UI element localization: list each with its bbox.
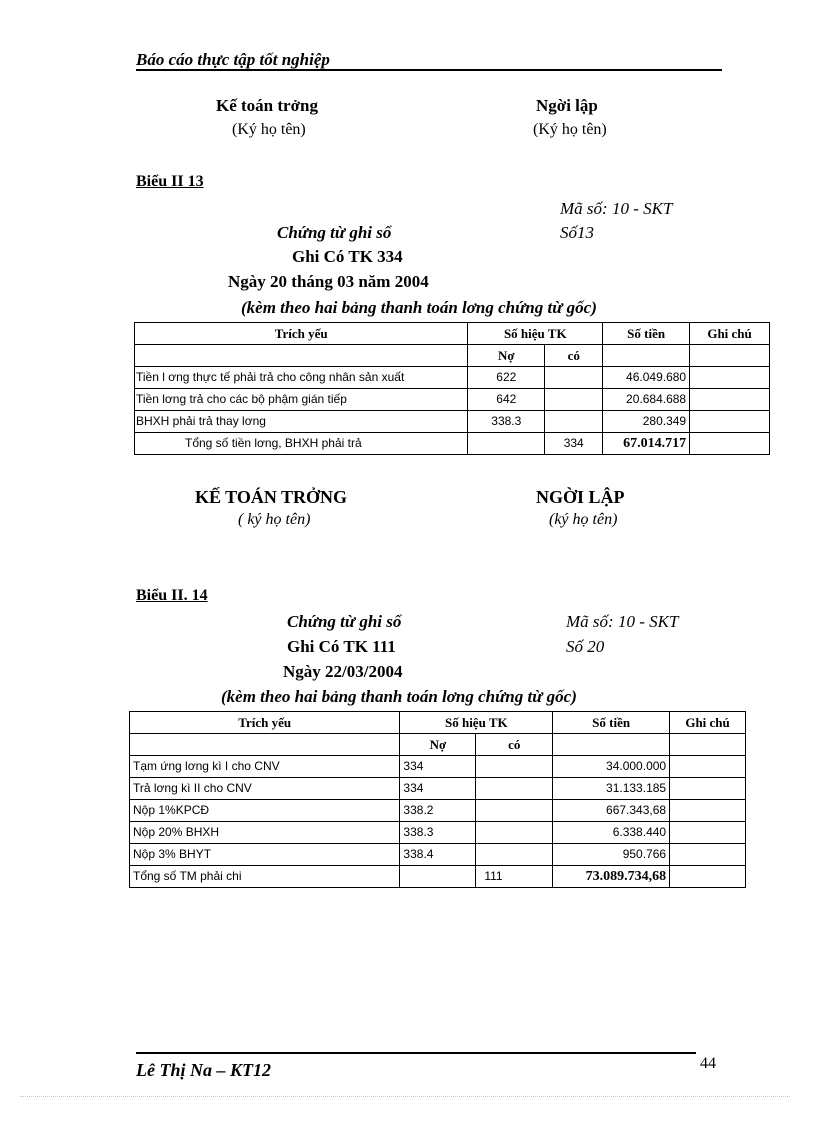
table-row	[135, 411, 770, 433]
header-desc: Trích yếu	[135, 323, 468, 345]
form14-code: Mã số: 10 - SKT	[566, 612, 679, 631]
preparer-title: Ngời lập	[536, 96, 598, 115]
row-credit	[545, 367, 603, 389]
row-memo	[690, 411, 770, 433]
row-desc: Tạm ứng lơng kì I cho CNV	[130, 756, 400, 778]
row-memo	[690, 367, 770, 389]
row-desc: Nộp 3% BHYT	[130, 844, 400, 866]
header-credit: có	[476, 734, 553, 756]
header-acct: Số hiệu TK	[400, 712, 553, 734]
row-memo	[670, 844, 746, 866]
row-memo	[670, 778, 746, 800]
table-subheader-row	[130, 734, 746, 756]
row-debit: 622	[468, 367, 545, 389]
form13-number: Số13	[560, 223, 594, 242]
preparer-sub: (Ký họ tên)	[533, 121, 607, 138]
row-credit	[476, 756, 553, 778]
table-row	[130, 756, 746, 778]
form13-note: (kèm theo hai bảng thanh toán lơng chứng từ gốc)	[241, 298, 597, 317]
total-amount: 73.089.734,68	[553, 866, 670, 888]
footer-author: Lê Thị Na – KT12	[136, 1060, 271, 1080]
form14-date: Ngày 22/03/2004	[283, 662, 403, 681]
header-memo: Ghi chú	[670, 712, 746, 734]
form14-note: (kèm theo hai bảng thanh toán lơng chứng từ gốc)	[221, 687, 577, 706]
form13-date: Ngày 20 tháng 03 năm 2004	[228, 272, 429, 291]
table-header-row	[135, 323, 770, 345]
total-desc: Tổng số tiền lơng, BHXH phải trả	[135, 433, 468, 455]
preparer-caps-sub: (ký họ tên)	[549, 511, 618, 528]
preparer-caps: NGỜI LẬP	[536, 487, 625, 507]
row-credit	[476, 778, 553, 800]
row-amount: 6.338.440	[553, 822, 670, 844]
row-desc: Nộp 20% BHXH	[130, 822, 400, 844]
row-desc: BHXH phải trả thay lơng	[135, 411, 468, 433]
chief-accountant-sub: (Ký họ tên)	[232, 121, 306, 138]
table-row	[130, 844, 746, 866]
header-rule	[136, 69, 722, 71]
table-total-row	[135, 433, 770, 455]
row-memo	[690, 389, 770, 411]
row-debit: 334	[400, 778, 476, 800]
row-amount: 31.133.185	[553, 778, 670, 800]
table-row	[135, 367, 770, 389]
row-desc: Nộp 1%KPCĐ	[130, 800, 400, 822]
row-memo	[670, 822, 746, 844]
total-credit: 111	[476, 866, 553, 888]
header-credit: có	[545, 345, 603, 367]
row-memo	[670, 800, 746, 822]
row-credit	[476, 800, 553, 822]
chief-accountant-caps: KẾ TOÁN TRỞNG	[195, 487, 348, 507]
total-amount: 67.014.717	[603, 433, 690, 455]
total-memo	[690, 433, 770, 455]
row-desc: Trả lơng kì II cho CNV	[130, 778, 400, 800]
row-debit: 338.2	[400, 800, 476, 822]
row-amount: 34.000.000	[553, 756, 670, 778]
total-credit: 334	[545, 433, 603, 455]
form13-table	[134, 322, 770, 455]
table-row	[130, 822, 746, 844]
row-desc: Tiền l ơng thực tế phải trả cho công nhân sản xuất	[135, 367, 468, 389]
total-debit	[468, 433, 545, 455]
form13-label: Biểu II 13	[136, 173, 204, 190]
form14-number: Số 20	[566, 637, 605, 656]
header-debit: Nợ	[468, 345, 545, 367]
header-memo: Ghi chú	[690, 323, 770, 345]
row-debit: 334	[400, 756, 476, 778]
table-total-row	[130, 866, 746, 888]
row-desc: Tiền lơng trả cho các bộ phậm gián tiếp	[135, 389, 468, 411]
chief-accountant-caps-sub: ( ký họ tên)	[238, 511, 311, 528]
form13-doc-title: Chứng từ ghi sổ	[277, 223, 392, 242]
table-header-row	[130, 712, 746, 734]
form14-table	[129, 711, 746, 888]
header-acct: Số hiệu TK	[468, 323, 603, 345]
total-debit	[400, 866, 476, 888]
total-desc: Tổng số TM phải chi	[130, 866, 400, 888]
row-amount: 280.349	[603, 411, 690, 433]
row-debit: 338.4	[400, 844, 476, 866]
form13-code: Mã số: 10 - SKT	[560, 199, 673, 218]
row-debit: 338.3	[400, 822, 476, 844]
header-debit: Nợ	[400, 734, 476, 756]
table-subheader-row	[135, 345, 770, 367]
report-header-title: Báo cáo thực tập tốt nghiệp	[136, 50, 330, 69]
form14-label: Biểu II. 14	[136, 587, 208, 604]
row-debit: 338.3	[468, 411, 545, 433]
form14-doc-title: Chứng từ ghi sổ	[287, 612, 402, 631]
table-row	[130, 800, 746, 822]
row-amount: 950.766	[553, 844, 670, 866]
row-credit	[476, 844, 553, 866]
page-number: 44	[700, 1055, 716, 1072]
row-credit	[476, 822, 553, 844]
header-desc: Trích yếu	[130, 712, 400, 734]
row-amount: 20.684.688	[603, 389, 690, 411]
table-row	[135, 389, 770, 411]
table-row	[130, 778, 746, 800]
header-amount: Số tiền	[603, 323, 690, 345]
chief-accountant-title: Kế toán trởng	[216, 96, 318, 115]
row-credit	[545, 411, 603, 433]
row-credit	[545, 389, 603, 411]
form14-credit: Ghi Có TK 111	[287, 637, 396, 656]
header-amount: Số tiền	[553, 712, 670, 734]
footer-rule	[136, 1052, 696, 1054]
row-amount: 46.049.680	[603, 367, 690, 389]
row-amount: 667.343,68	[553, 800, 670, 822]
form13-credit: Ghi Có TK 334	[292, 247, 403, 266]
total-memo	[670, 866, 746, 888]
row-debit: 642	[468, 389, 545, 411]
page-bottom-edge	[20, 1096, 790, 1097]
row-memo	[670, 756, 746, 778]
